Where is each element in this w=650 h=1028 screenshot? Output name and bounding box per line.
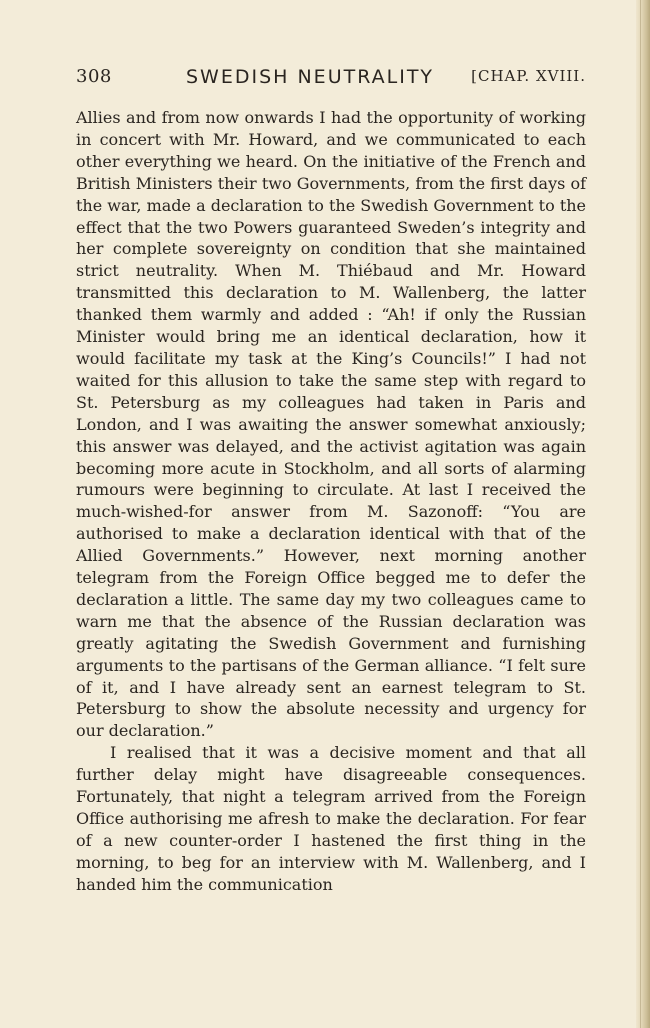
page-edge	[636, 0, 650, 1028]
page-number: 308	[76, 66, 112, 87]
paragraph: I realised that it was a decisive moment and that all further delay might have disagreeable consequences. Fortunately, that night a telegram arrived from the Foreign Office authorising me afresh to make the declaration. For fear of a new counter-order I hastened the first thing in the morning, to beg for an interview with M. Wallenberg, and I handed him the communication	[76, 743, 586, 894]
body-text	[76, 107, 586, 896]
chapter-reference: [CHAP. XVIII.	[471, 67, 586, 85]
paragraph-continued: Allies and from now onwards I had the opportunity of working in concert with Mr. Howard, and we communicated to each other everything we heard. On the initiative of the French and British Ministers their two Governments, from the first days of the war, made a declaration to the Swedish Government to the effect that the two Powers guaranteed Sweden’s integrity and her complete sovereignty on condition that she maintained strict neutrality. When M. Thiébaud and Mr. Howard transmitted this declaration to M. Wallenberg, the latter thanked them warmly and added : “Ah! if only the Russian Minister would bring me an identical declaration, how it would facilitate my task at the King’s Councils!” I had not waited for this allusion to take the same step with regard to St. Petersburg as my colleagues had taken in Paris and London, and I was awaiting the answer somewhat anxiously; this answer was delayed, and the activist agitation was again becoming more acute in Stockholm, and all sorts of alarming rumours were beginning to circulate. At last I received the much-wished-for answer from M. Sazonoff: “You are authorised to make a declaration identical with that of the Allied Governments.” However, next morning another telegram from the Foreign Office begged me to defer the declaration a little. The same day my two colleagues came to warn me that the absence of the Russian declaration was greatly agitating the Swedish Government and furnishing arguments to the partisans of the German alliance. “I felt sure of it, and I have already sent an earnest telegram to St. Petersburg to show the absolute necessity and urgency for our declaration.”	[76, 108, 587, 741]
page-edge-shadow	[640, 0, 641, 1028]
running-header	[76, 66, 586, 92]
running-title: SWEDISH NEUTRALITY	[186, 66, 435, 88]
